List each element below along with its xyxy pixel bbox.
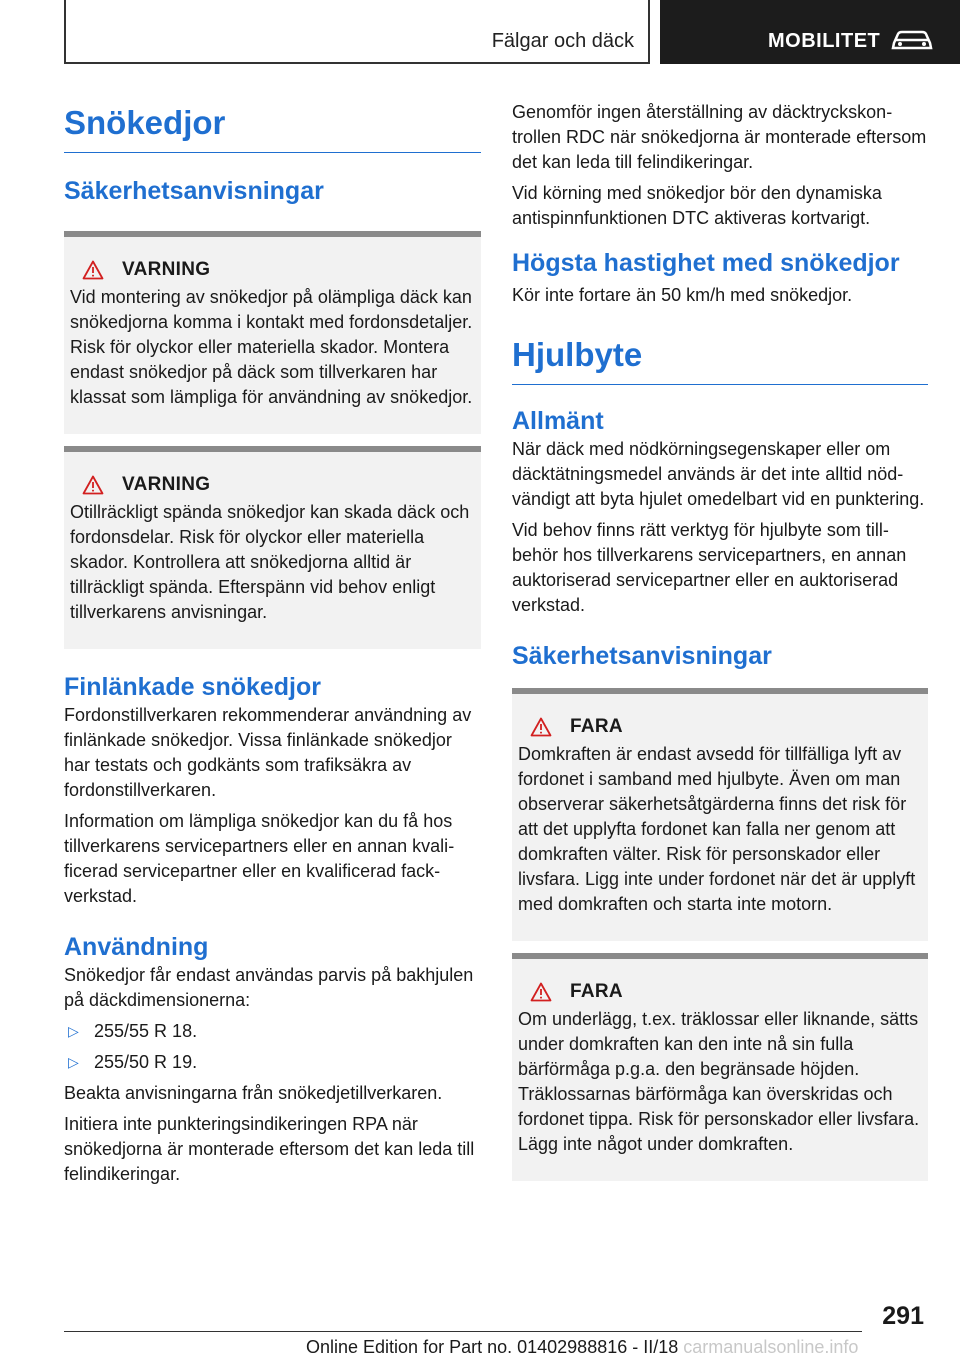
- header-section-title: Fälgar och däck: [491, 30, 634, 52]
- car-icon: [888, 28, 936, 52]
- left-column: [64, 100, 481, 1187]
- triangle-bullet-icon: ▷: [68, 1023, 79, 1039]
- header-category-tab: [660, 0, 960, 64]
- header-category-label: MOBILITET: [768, 30, 881, 52]
- allmant-heading: Allmänt: [512, 407, 604, 435]
- section-title-snokedjor: Snökedjor: [64, 100, 481, 153]
- danger-box: [512, 688, 928, 941]
- list-item: ▷ 255/50 R 19.: [64, 1050, 481, 1075]
- danger-label: FARA: [570, 981, 623, 1002]
- warning-label: VARNING: [122, 259, 211, 280]
- anvandning-paragraph-1: Snökedjor får endast användas parvis på bakhjulen på däckdimensionerna:: [64, 965, 474, 1010]
- warning-text: Vid montering av snökedjor på olämpliga däck kan snökedjorna komma i kontakt med fordonsdetaljer. Risk för olyckor eller materiella skador. Montera endast snökedjor på däck som tillverkaren har klassat som lämpliga för användning av snökedjor.: [70, 287, 473, 407]
- footer-edition: [306, 1337, 858, 1358]
- safety-heading-2: Säkerhetsanvisningar: [512, 642, 772, 670]
- anvandning-paragraph-3: Initiera inte punkteringsindikeringen RPA när snökedjorna är monterade eftersom det kan leda till felindikeringar.: [64, 1114, 475, 1184]
- allmant-paragraph-2: Vid behov finns rätt verktyg för hjulbyte som tillbehör hos tillverkarens servicepartners, en annan auktoriserad servicepartner eller en auktoriserad verkstad.: [512, 520, 907, 615]
- danger-text: Om underlägg, t.ex. träklossar eller liknande, sätts under domkraften kan den inte nå sin fulla bärförmåga p.g.a. den begränsade höjden. Träklossarnas bärförmåga kan överskridas och fordonet tippa. Risk för personskador eller livsfara. Lägg inte något under domkraften.: [518, 1009, 920, 1154]
- finlankade-heading: Finlänkade snökedjor: [64, 673, 322, 701]
- rdc-paragraph: Genomför ingen återställning av däcktryckskontrollen RDC när snökedjorna är monterade eftersom det kan leda till felindikeringar.: [512, 102, 927, 172]
- warning-box: [64, 446, 481, 649]
- footer-brand-watermark: carmanualsonline.info: [683, 1337, 859, 1357]
- finlankade-paragraph-2: Information om lämpliga snökedjor kan du få hos tillverkarens servicepartners eller en annan kvalificerad servicepartner eller en kvalificerad fackverkstad.: [64, 811, 455, 906]
- right-column: [512, 100, 928, 1181]
- finlankade-paragraph-1: Fordonstillverkaren rekommenderar användning av finlänkade snökedjor. Vissa finlänkade snökedjor har testats och godkänts som trafiksäkra av fordonstillverkaren.: [64, 705, 472, 800]
- warning-triangle-icon: [530, 717, 552, 737]
- warning-text: Otillräckligt spända snökedjor kan skada däck och fordonsdelar. Risk för olyckor eller materiella skador. Kontrollera att snökedjorna alltid är tillräckligt spända. Efterspänn vid behov enligt tillverkarens anvisningar.: [70, 502, 470, 622]
- page-number: 291: [882, 1302, 924, 1330]
- speed-paragraph: Kör inte fortare än 50 km/h med snökedjor.: [512, 285, 853, 305]
- safety-heading: Säkerhetsanvisningar: [64, 177, 324, 205]
- anvandning-paragraph-2: Beakta anvisningarna från snökedjetillverkaren.: [64, 1083, 443, 1103]
- warning-triangle-icon: [82, 475, 104, 495]
- dtc-paragraph: Vid körning med snökedjor bör den dynamiska antispinnfunktionen DTC aktiveras kortvarigt.: [512, 183, 882, 228]
- warning-triangle-icon: [82, 260, 104, 280]
- section-title-hjulbyte: Hjulbyte: [512, 332, 928, 385]
- footer-divider: [64, 1331, 862, 1332]
- header-section-frame: [64, 0, 650, 64]
- warning-box: [64, 231, 481, 434]
- footer-edition-text: Online Edition for Part no. 01402988816 - II/18: [306, 1337, 679, 1357]
- warning-triangle-icon: [530, 982, 552, 1002]
- allmant-paragraph-1: När däck med nödkörningsegenskaper eller om däcktätningsmedel används är det inte alltid nödvändigt att byta hjulet omedelbart vid en punktering.: [512, 439, 925, 509]
- speed-heading: Högsta hastighet med snökedjor: [512, 249, 900, 277]
- danger-label: FARA: [570, 716, 623, 737]
- warning-label: VARNING: [122, 474, 211, 495]
- danger-text: Domkraften är endast avsedd för tillfälliga lyft av fordonet i samband med hjulbyte. Även om man observerar säkerhetsåtgärderna finns det risk för att det upplyfta fordonet kan falla ner genom att domkraften välter. Risk för personskador eller livsfara. Ligg inte under fordonet när det är upplyft med domkraften och starta inte motorn.: [518, 744, 916, 914]
- list-item: ▷ 255/55 R 18.: [64, 1019, 481, 1044]
- anvandning-heading: Användning: [64, 933, 209, 961]
- triangle-bullet-icon: ▷: [68, 1054, 79, 1070]
- danger-box: [512, 953, 928, 1181]
